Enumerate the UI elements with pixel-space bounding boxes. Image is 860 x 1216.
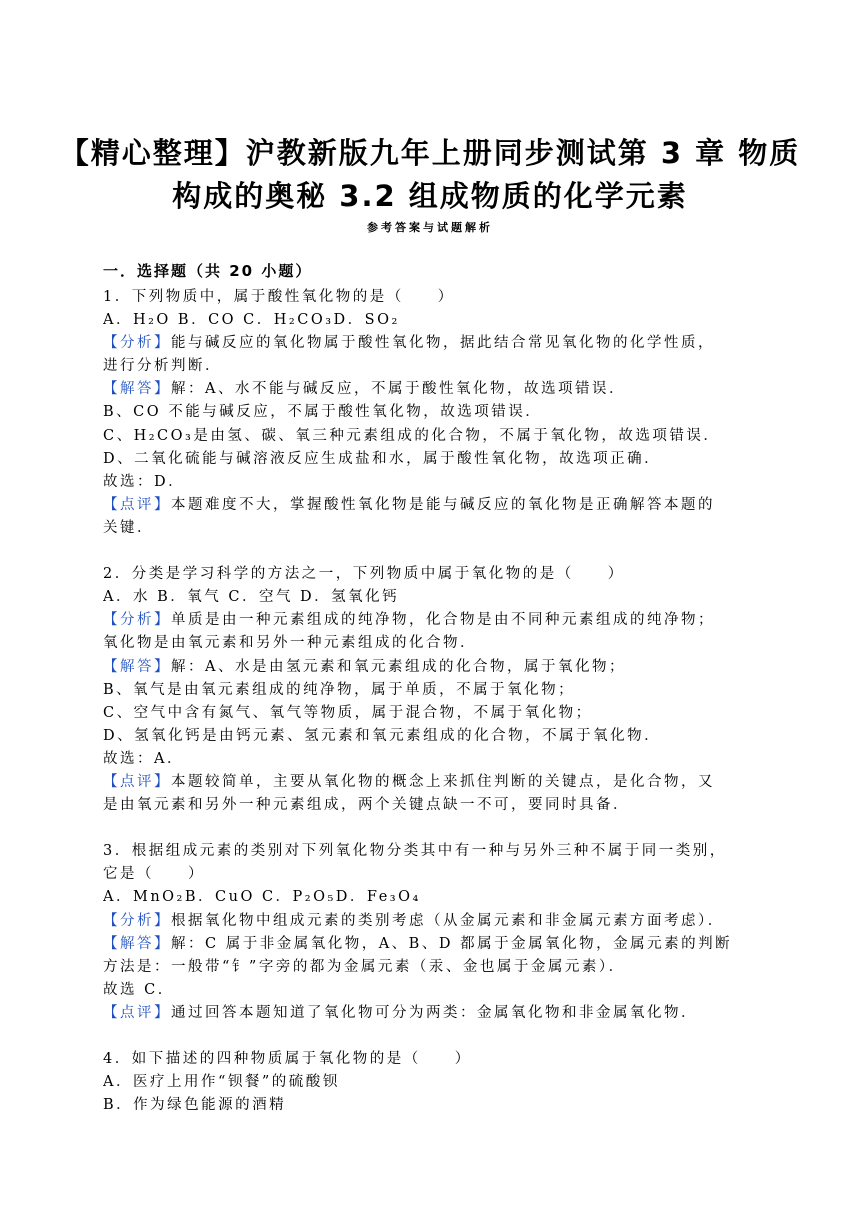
comment-line: 【点评】通过回答本题知道了氧化物可分为两类：金属氧化物和非金属氧化物． <box>103 1004 698 1021</box>
analysis-line-tag: 【分析】 <box>103 612 171 629</box>
comment-line: 【点评】本题难度不大，掌握酸性氧化物是能与碱反应的氧化物是正确解答本题的 <box>103 496 715 513</box>
question-options: A．H₂O B．CO C．H₂CO₃D．SO₂ <box>103 312 400 329</box>
question-spacer <box>103 540 758 563</box>
answer-line: 故选：D． <box>103 473 186 490</box>
answer-line: 【解答】解：A、水不能与碱反应，不属于酸性氧化物，故选项错误． <box>103 381 626 398</box>
answer-line-tag: 【解答】 <box>103 935 171 952</box>
answer-line-tag: 【解答】 <box>103 381 171 398</box>
answer-line: 故选 C． <box>103 981 175 998</box>
analysis-line-tag: 【分析】 <box>103 335 171 352</box>
answer-line: 【解答】解：A、水是由氢元素和氧元素组成的化合物，属于氧化物； <box>103 658 626 675</box>
question-options: B．作为绿色能源的酒精 <box>103 1097 287 1114</box>
question-stem: 4．如下描述的四种物质属于氧化物的是（ ） <box>103 1051 472 1068</box>
analysis-line: 【分析】能与碱反应的氧化物属于酸性氧化物，据此结合常见氧化物的化学性质， <box>103 335 715 352</box>
section-heading: 一．选择题（共 20 小题） <box>103 262 313 280</box>
questions-body <box>103 286 758 1117</box>
page-title-line-1: 【精心整理】沪教新版九年上册同步测试第 3 章 物质 <box>59 136 801 170</box>
question-spacer <box>103 1025 758 1048</box>
question-options: A．水 B．氧气 C．空气 D．氢氧化钙 <box>103 589 400 606</box>
question-stem: 它是（ ） <box>103 866 205 883</box>
analysis-line-tag: 【分析】 <box>103 912 171 929</box>
comment-line: 【点评】本题较简单，主要从氧化物的概念上来抓住判断的关键点，是化合物，又 <box>103 773 715 790</box>
answer-line: B、氧气是由氧元素组成的纯净物，属于单质，不属于氧化物； <box>103 681 576 698</box>
question-stem: 1．下列物质中，属于酸性氧化物的是（ ） <box>103 289 455 305</box>
analysis-line: 【分析】单质是由一种元素组成的纯净物，化合物是由不同种元素组成的纯净物； <box>103 612 715 629</box>
question-stem: 2．分类是学习科学的方法之一，下列物质中属于氧化物的是（ ） <box>103 566 625 583</box>
question-spacer <box>103 817 758 840</box>
comment-line: 是由氧元素和另外一种元素组成，两个关键点缺一不可，要同时具备． <box>103 797 630 814</box>
analysis-line: 氧化物是由氧元素和另外一种元素组成的化合物． <box>103 635 477 652</box>
answer-line: D、氢氧化钙是由钙元素、氢元素和氧元素组成的化合物，不属于氧化物． <box>103 727 662 744</box>
question-options: A．医疗上用作“钡餐”的硫酸钡 <box>103 1074 340 1091</box>
answer-line: C、H₂CO₃是由氢、碳、氧三种元素组成的化合物，不属于氧化物，故选项错误． <box>103 427 721 444</box>
answer-line: 故选：A． <box>103 750 184 767</box>
answer-line: C、空气中含有氮气、氧气等物质，属于混合物，不属于氧化物； <box>103 704 593 721</box>
comment-line-tag: 【点评】 <box>103 496 171 513</box>
page-subtitle: 参考答案与试题解析 <box>367 221 493 234</box>
answer-line: B、CO 不能与碱反应，不属于酸性氧化物，故选项错误． <box>103 404 543 421</box>
answer-line: 方法是：一般带“钅”字旁的都为金属元素（汞、金也属于金属元素）． <box>103 958 626 975</box>
comment-line-tag: 【点评】 <box>103 1004 171 1021</box>
analysis-line: 【分析】根据氧化物中组成元素的类别考虑（从金属元素和非金属元素方面考虑）． <box>103 912 725 929</box>
question-stem: 3．根据组成元素的类别对下列氧化物分类其中有一种与另外三种不属于同一类别， <box>103 843 727 860</box>
analysis-line: 进行分析判断． <box>103 358 222 375</box>
page-title-line-2: 构成的奥秘 3.2 组成物质的化学元素 <box>172 179 688 213</box>
answer-line: 【解答】解：C 属于非金属氧化物，A、B、D 都属于金属氧化物，金属元素的判断 <box>103 935 733 952</box>
comment-line-tag: 【点评】 <box>103 773 171 790</box>
comment-line: 关键． <box>103 519 154 536</box>
answer-line-tag: 【解答】 <box>103 658 171 675</box>
answer-line: D、二氧化硫能与碱溶液反应生成盐和水，属于酸性氧化物，故选项正确． <box>103 450 662 467</box>
question-options: A．MnO₂B．CuO C．P₂O₅D．Fe₃O₄ <box>103 889 421 906</box>
